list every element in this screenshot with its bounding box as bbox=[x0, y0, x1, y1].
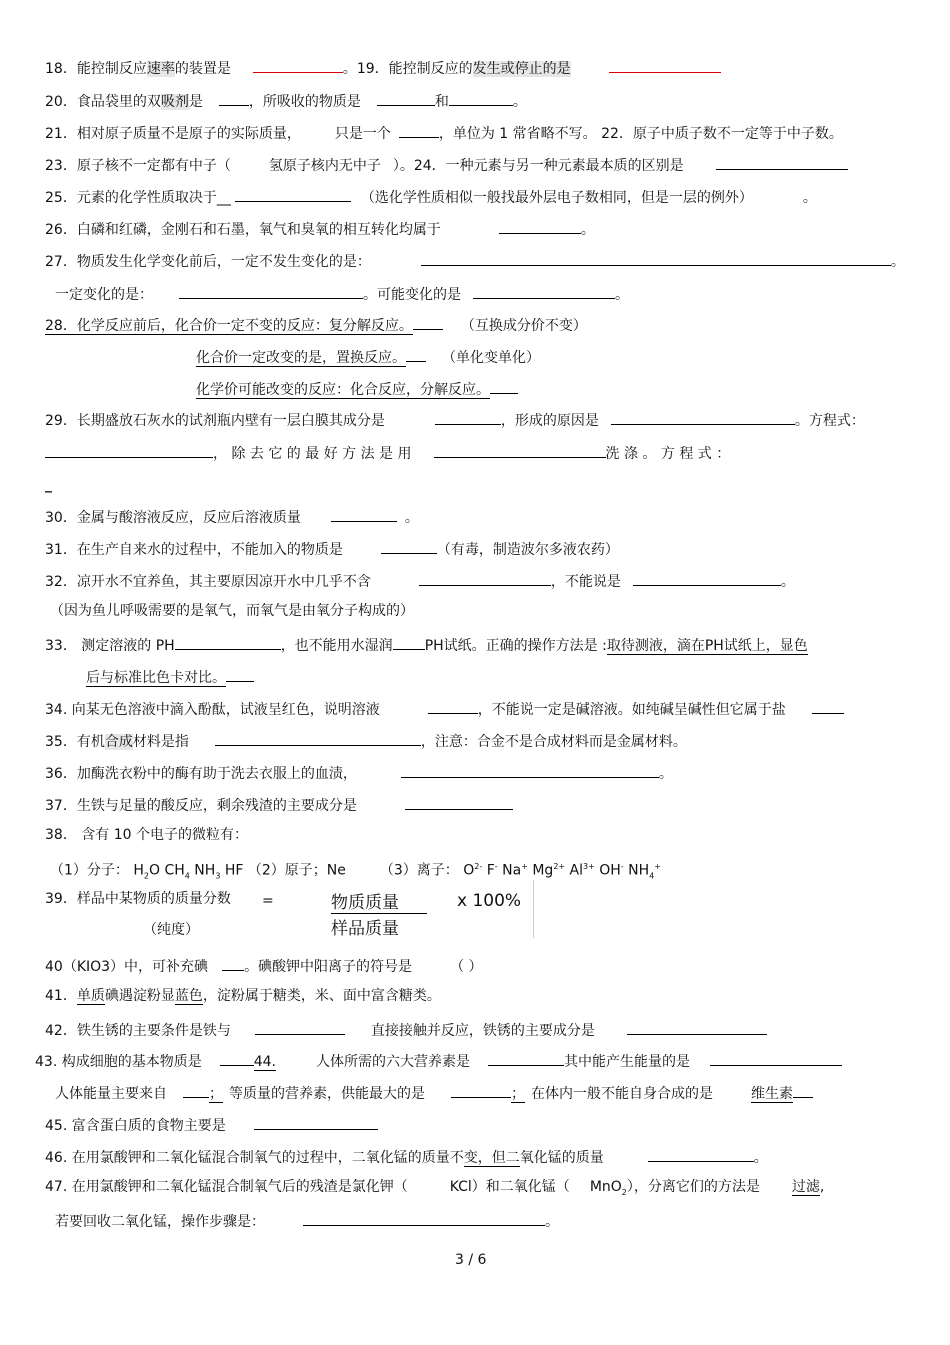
q29-line-3 bbox=[45, 476, 52, 494]
q47-sub-2: 2 bbox=[621, 1187, 627, 1197]
q23-line bbox=[45, 154, 848, 175]
q38-sup-7: + bbox=[654, 862, 661, 871]
q18-text-b: 的装置是 bbox=[174, 61, 231, 77]
q23-text: 23．原子核不一定都有中子（ bbox=[45, 158, 231, 174]
q44-blank-2[interactable] bbox=[710, 1050, 842, 1066]
q46-text-c: 氧化锰的质量 bbox=[519, 1150, 604, 1166]
q29-blank-1[interactable] bbox=[435, 409, 501, 425]
q27-line-2 bbox=[55, 283, 629, 304]
q44-line-2 bbox=[55, 1082, 813, 1103]
q39-divider bbox=[533, 880, 534, 938]
q19-blank[interactable] bbox=[609, 57, 721, 73]
q33-blank-3 bbox=[226, 666, 254, 682]
q38-ion-f: F bbox=[482, 862, 495, 879]
q24-text: ）。24．一种元素与另一种元素最本质的区别是 bbox=[392, 158, 684, 174]
q21-text-c: ，单位为 1 常省略不写。 22．原子中质子数不一定等于中子数。 bbox=[438, 126, 843, 142]
q19-text: 。19．能控制反应的 bbox=[342, 61, 473, 77]
q38-ion-oh: OH bbox=[594, 862, 621, 879]
q26-line bbox=[45, 218, 595, 239]
q40-line bbox=[45, 955, 483, 976]
q27-line bbox=[45, 250, 905, 271]
q33-line bbox=[45, 634, 808, 655]
q36-line bbox=[45, 762, 673, 783]
q32-end: 。 bbox=[780, 574, 795, 590]
q32-line bbox=[45, 570, 795, 591]
q38-sup-5: 3+ bbox=[583, 862, 595, 871]
q20-text-c: ，所吸收的物质是 bbox=[248, 94, 361, 110]
q38-ion-al: Al bbox=[565, 862, 584, 879]
q42-text-b: 直接接触并反应，铁锈的主要成分是 bbox=[370, 1023, 595, 1039]
q23-text-b: 氢原子核内无中子 bbox=[268, 158, 381, 174]
q29-text: 29．长期盛放石灰水的试剂瓶内壁有一层白膜其成分是 bbox=[45, 413, 385, 429]
q46-blank[interactable] bbox=[648, 1146, 754, 1162]
q45-line bbox=[45, 1114, 378, 1135]
q20-blank-1[interactable] bbox=[219, 90, 249, 106]
q45-blank[interactable] bbox=[254, 1114, 378, 1130]
q34-blank-1[interactable] bbox=[428, 698, 478, 714]
q27-text-c: 一定变化的是： bbox=[55, 287, 153, 303]
q44-text: 人体所需的六大营养素是 bbox=[315, 1054, 470, 1070]
q47-answer: 过滤 bbox=[791, 1179, 820, 1195]
q25-end: 。 bbox=[802, 190, 817, 206]
q44-blank-5 bbox=[793, 1082, 813, 1098]
q38-sup-3: + bbox=[521, 862, 528, 871]
q41-text-c: 碘遇淀粉显 bbox=[104, 988, 175, 1004]
q35-line bbox=[45, 730, 687, 751]
q46-text: 46. 在用氯酸钾和二氧化锰混合制氧气的过程中，二氧化锰的质量不 bbox=[45, 1150, 464, 1166]
q44-text-i: 在体内一般不能自身合成的是 bbox=[531, 1086, 713, 1102]
q29-line bbox=[45, 409, 865, 430]
q39-denominator: 样品质量 bbox=[331, 919, 399, 939]
q38-sub-3: 3 bbox=[215, 871, 221, 881]
q47-comma: , bbox=[819, 1179, 825, 1195]
q30-end: 。 bbox=[404, 510, 419, 526]
q21-blank[interactable] bbox=[399, 122, 439, 138]
q27-blank-1[interactable] bbox=[421, 250, 891, 266]
q28-line-3 bbox=[196, 378, 518, 399]
q41-line bbox=[45, 987, 441, 1005]
q20-text: 20．食品袋里的双 bbox=[45, 94, 161, 110]
q47-end: 。 bbox=[545, 1214, 559, 1230]
q38-line bbox=[45, 826, 248, 844]
q32-note: （因为鱼儿呼吸需要的是氧气，而氧气是由氧分子构成的） bbox=[50, 603, 414, 619]
q38-sup-1: 2- bbox=[474, 862, 483, 871]
q33-text-c: PH试纸。正确的操作方法是 : bbox=[424, 638, 607, 654]
q29-line-2 bbox=[45, 442, 730, 463]
q28-note: （互换成分价不变） bbox=[460, 318, 587, 334]
q27-end-2: 。 bbox=[615, 287, 629, 303]
q38-sup-2: - bbox=[494, 862, 498, 871]
q18-blank[interactable] bbox=[253, 57, 343, 73]
q33-answer-b: PH试纸上，显色 bbox=[704, 638, 808, 654]
q18-highlight: 速率 bbox=[146, 61, 175, 77]
q20-text-b: 是 bbox=[188, 94, 203, 110]
q28-blank-2 bbox=[406, 346, 426, 362]
q36-blank[interactable] bbox=[401, 762, 659, 778]
q38-ion-mg: Mg bbox=[527, 862, 554, 879]
q28-line-2 bbox=[196, 346, 540, 367]
q47-text: 47. 在用氯酸钾和二氧化锰混合制氧气后的残渣是氯化钾（ bbox=[45, 1179, 408, 1195]
q20-blank-3[interactable] bbox=[449, 90, 513, 106]
q36-text: 36．加酶洗衣粉中的酶有助于洗去衣服上的血渍， bbox=[45, 766, 357, 782]
q47-text-d: ），分离它们的方法是 bbox=[626, 1179, 760, 1195]
q44-text-g: 等质量的营养素，供能最大的是 bbox=[229, 1086, 425, 1102]
q18-text: 18．能控制反应 bbox=[45, 61, 147, 77]
q44-blank-4[interactable] bbox=[451, 1082, 511, 1098]
q33-text: 33． 测定溶液的 PH bbox=[45, 638, 175, 654]
q42-line bbox=[45, 1019, 767, 1040]
q34-text-b: ，不能说一定是碱溶液。如纯碱呈碱性但它属于盐 bbox=[477, 702, 786, 718]
q44-blank-1[interactable] bbox=[488, 1050, 564, 1066]
q25-text: 25．元素的化学性质取决于__ bbox=[45, 190, 231, 206]
q42-text: 42．铁生锈的主要条件是铁与 bbox=[45, 1023, 231, 1039]
q38-sup-6: - bbox=[620, 862, 624, 871]
q47-text-b: KCl）和二氧化锰（ bbox=[449, 1179, 570, 1195]
q38-sub-nh4: 4 bbox=[649, 871, 655, 881]
q21-text-b: 只是一个 bbox=[334, 126, 391, 142]
q20-line bbox=[45, 90, 527, 111]
q28-blank-3 bbox=[490, 378, 518, 394]
q46-underline: 变，但二 bbox=[463, 1150, 520, 1166]
q37-blank[interactable] bbox=[405, 794, 513, 810]
q38-ion-nh: NH bbox=[623, 862, 650, 879]
q37-line bbox=[45, 794, 513, 815]
q33-answer: 取待测液，滴在 bbox=[606, 638, 705, 654]
q44-text-d: 其中能产生能量的是 bbox=[563, 1054, 690, 1070]
q20-highlight: 吸剂 bbox=[160, 94, 189, 110]
q27-end-1: 。 bbox=[890, 254, 905, 270]
q34-blank-2[interactable] bbox=[812, 698, 844, 714]
q31-line bbox=[45, 538, 619, 559]
q47-text-g: 若要回收二氧化锰，操作步骤是： bbox=[55, 1214, 265, 1230]
q27-text-d: 。可能变化的是 bbox=[363, 287, 461, 303]
q18-line bbox=[45, 57, 721, 78]
q40-text-b: 。碘酸钾中阳离子的符号是 bbox=[244, 959, 413, 975]
q30-line bbox=[45, 506, 419, 527]
q36-end: 。 bbox=[658, 766, 673, 782]
q41-text-e: ，淀粉属于糖类，米、面中富含糖类。 bbox=[202, 988, 441, 1004]
q32-text: 32．凉开水不宜养鱼，其主要原因凉开水中几乎不含 bbox=[45, 574, 371, 590]
q33-blank-1[interactable] bbox=[175, 634, 281, 650]
q38-text: 38． 含有 10 个电子的微粒有： bbox=[45, 827, 248, 843]
q33-blank-2[interactable] bbox=[393, 634, 425, 650]
q38-text-c: O CH bbox=[148, 862, 185, 879]
q44-number: 44. bbox=[253, 1054, 276, 1070]
q47-blank[interactable] bbox=[303, 1210, 545, 1226]
q32-blank-1[interactable] bbox=[419, 570, 551, 586]
q45-text: 45. 富含蛋白质的食物主要是 bbox=[45, 1118, 226, 1134]
q27-blank-3[interactable] bbox=[473, 283, 615, 299]
q29-blank-3[interactable] bbox=[45, 442, 213, 458]
q46-end: 。 bbox=[753, 1150, 768, 1166]
q39-multiplier: x 100% bbox=[457, 891, 522, 911]
q38-sub-2: 2 bbox=[143, 871, 149, 881]
q37-text: 37．生铁与足量的酸反应，剩余残渣的主要成分是 bbox=[45, 798, 357, 814]
q35-highlight: 合成 bbox=[104, 734, 133, 750]
q32-line-2 bbox=[50, 602, 414, 620]
q44-semi-1: ； bbox=[209, 1086, 223, 1102]
q44-answer: 维生素 bbox=[751, 1086, 793, 1102]
q44-blank-3[interactable] bbox=[183, 1082, 209, 1098]
q41-text: 41． bbox=[45, 988, 77, 1004]
q41-underline-1: 单质 bbox=[76, 988, 105, 1004]
q28-note-2: （单化变单化） bbox=[442, 350, 540, 366]
q35-note: ，注意：合金不是合成材料而是金属材料。 bbox=[420, 734, 687, 750]
q43-line bbox=[35, 1050, 842, 1071]
q29-text-c: 。方程式： bbox=[794, 413, 865, 429]
q26-blank[interactable] bbox=[499, 218, 581, 234]
q38-sup-4: 2+ bbox=[553, 862, 566, 871]
q27-blank-2[interactable] bbox=[179, 283, 363, 299]
q19-highlight: 发生或停止的是 bbox=[472, 61, 571, 77]
q33-text-b: ，也不能用水湿润 bbox=[280, 638, 393, 654]
q42-blank-1[interactable] bbox=[255, 1019, 345, 1035]
q20-blank-2[interactable] bbox=[377, 90, 435, 106]
q35-blank[interactable] bbox=[215, 730, 421, 746]
q40-text: 40（KIO3）中，可补充碘 bbox=[45, 959, 209, 975]
q34-text: 34. 向某无色溶液中滴入酚酞，试液呈红色，说明溶液 bbox=[45, 702, 380, 718]
q34-line bbox=[45, 698, 844, 719]
q46-line bbox=[45, 1146, 768, 1167]
q47-line bbox=[45, 1178, 824, 1202]
q26-end: 。 bbox=[580, 222, 595, 238]
q32-blank-2[interactable] bbox=[633, 570, 781, 586]
q38-atoms: HF （2）原子；Ne bbox=[220, 862, 346, 879]
q25-blank[interactable] bbox=[235, 186, 351, 202]
q47-line-2 bbox=[55, 1210, 559, 1231]
q21-text: 21．相对原子质量不是原子的实际质量， bbox=[45, 126, 301, 142]
q28-line bbox=[45, 314, 587, 335]
q28-text-e: 化学价可能改变的反应：化合反应，分解反应。 bbox=[196, 382, 490, 398]
q43-blank[interactable] bbox=[220, 1050, 254, 1066]
q32-text-b: ，不能说是 bbox=[550, 574, 621, 590]
q20-and: 和 bbox=[434, 94, 449, 110]
q29-text-b: ，形成的原因是 bbox=[500, 413, 599, 429]
q29-text-e: 洗 涤 。 方 程 式 ： bbox=[605, 446, 731, 462]
q30-blank[interactable] bbox=[331, 506, 397, 522]
q25-line bbox=[45, 186, 817, 207]
q33-line-2 bbox=[86, 666, 254, 687]
q26-text: 26．白磷和红磷，金刚石和石墨，氧气和臭氧的相互转化均属于 bbox=[45, 222, 441, 238]
q38-ion-na: Na bbox=[497, 862, 522, 879]
q21-line bbox=[45, 122, 843, 143]
q39-numerator: 物质质量 bbox=[331, 888, 427, 914]
q31-text: 31．在生产自来水的过程中，不能加入的物质是 bbox=[45, 542, 343, 558]
q28-text-c: 化合价一定改变的是，置换反应。 bbox=[196, 350, 406, 366]
q38-molecules: （1）分子： H bbox=[50, 862, 144, 879]
q30-text: 30．金属与酸溶液反应，反应后溶液质量 bbox=[45, 510, 301, 526]
q38-text-d: NH bbox=[189, 862, 216, 879]
q24-blank[interactable] bbox=[716, 154, 848, 170]
q31-blank[interactable] bbox=[381, 538, 437, 554]
q40-blank-1[interactable] bbox=[222, 955, 244, 971]
q41-underline-2: 蓝色 bbox=[174, 988, 203, 1004]
page-number: 3 / 6 bbox=[455, 1252, 487, 1268]
q39-purity: （纯度） bbox=[143, 922, 199, 938]
q38-sub-4: 4 bbox=[184, 871, 190, 881]
q35-text-b: 材料是指 bbox=[132, 734, 189, 750]
q40-blank-2[interactable]: （ ） bbox=[450, 959, 483, 975]
q47-text-c: MnO bbox=[589, 1179, 622, 1195]
q33-answer-c: 后与标准比色卡对比。 bbox=[86, 670, 226, 686]
q44-text-e: 人体能量主要来自 bbox=[55, 1086, 167, 1102]
q39-line bbox=[45, 890, 231, 908]
q29-blank-2[interactable] bbox=[611, 409, 795, 425]
q38-line-2 bbox=[50, 858, 661, 885]
q29-text-d: ， 除 去 它 的 最 好 方 法 是 用 bbox=[213, 446, 412, 462]
q27-text: 27．物质发生化学变化前后，一定不发生变化的是： bbox=[45, 254, 371, 270]
q42-blank-2[interactable] bbox=[627, 1019, 767, 1035]
q39-eq: = bbox=[262, 893, 274, 909]
q39-text: 39．样品中某物质的质量分数 bbox=[45, 891, 231, 907]
q29-blank-4[interactable] bbox=[434, 442, 606, 458]
q38-ions: （3）离子： O bbox=[379, 862, 475, 879]
q35-text: 35．有机 bbox=[45, 734, 105, 750]
q44-semi-2: ； bbox=[511, 1086, 525, 1102]
q31-note: （有毒，制造波尔多液农药） bbox=[436, 542, 619, 558]
q29-blank-5[interactable]: _ bbox=[45, 477, 52, 493]
q28-text: 28．化学反应前后，化合价一定不变的反应：复分解反应。 bbox=[45, 318, 413, 334]
q20-end: 。 bbox=[512, 94, 527, 110]
q43-text: 43. 构成细胞的基本物质是 bbox=[35, 1054, 202, 1070]
q28-blank-1 bbox=[413, 314, 443, 330]
q25-note: （选化学性质相似一般找最外层电子数相同，但是一层的例外） bbox=[360, 190, 753, 206]
